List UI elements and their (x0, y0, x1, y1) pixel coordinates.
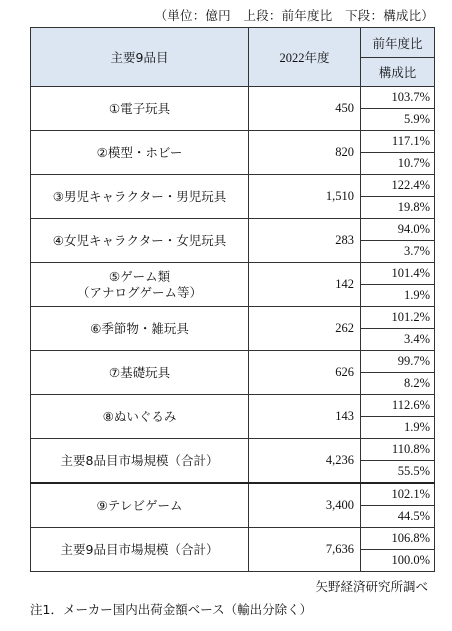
item-name: ③男児キャラクター・男児玩具 (31, 175, 249, 219)
item-value: 283 (249, 219, 361, 263)
table-row (31, 483, 435, 506)
item-value: 626 (249, 351, 361, 395)
item-share: 10.7% (361, 153, 435, 175)
table-row (31, 219, 435, 241)
item-yoy: 106.8% (361, 528, 435, 550)
item-value: 262 (249, 307, 361, 351)
table-row-subtotal (31, 439, 435, 461)
item-yoy: 94.0% (361, 219, 435, 241)
item-share: 55.5% (361, 461, 435, 484)
item-share: 44.5% (361, 506, 435, 528)
header-item: 主要9品目 (31, 28, 249, 87)
item-value: 820 (249, 131, 361, 175)
item-yoy: 101.2% (361, 307, 435, 329)
table-row (31, 307, 435, 329)
item-share: 100.0% (361, 550, 435, 572)
item-name: ②模型・ホビー (31, 131, 249, 175)
market-size-table (30, 27, 435, 572)
item-yoy: 112.6% (361, 395, 435, 417)
header-share: 構成比 (361, 58, 435, 87)
item-name-line2: （アナログゲーム等） (76, 284, 202, 300)
unit-note: （単位：億円 上段：前年度比 下段：構成比） (154, 8, 434, 23)
header-row (31, 28, 435, 58)
item-value: 1,510 (249, 175, 361, 219)
item-value: 3,400 (249, 483, 361, 528)
item-value: 4,236 (249, 439, 361, 484)
item-share: 1.9% (361, 285, 435, 307)
item-share: 5.9% (361, 109, 435, 131)
table-row (31, 87, 435, 109)
item-name: ①電子玩具 (31, 87, 249, 131)
item-name: ⑧ぬいぐるみ (31, 395, 249, 439)
item-value: 450 (249, 87, 361, 131)
item-name: ⑨テレビゲーム (31, 483, 249, 528)
item-yoy: 102.1% (361, 483, 435, 506)
table-row (31, 263, 435, 285)
item-yoy: 110.8% (361, 439, 435, 461)
table-row-total (31, 528, 435, 550)
item-value: 143 (249, 395, 361, 439)
item-yoy: 99.7% (361, 351, 435, 373)
item-value: 142 (249, 263, 361, 307)
header-yoy: 前年度比 (361, 28, 435, 58)
item-name: 主要8品目市場規模（合計） (31, 439, 249, 484)
item-name: 主要9品目市場規模（合計） (31, 528, 249, 572)
item-value: 7,636 (249, 528, 361, 572)
item-share: 1.9% (361, 417, 435, 439)
item-yoy: 117.1% (361, 131, 435, 153)
item-share: 3.7% (361, 241, 435, 263)
table-row (31, 175, 435, 197)
item-yoy: 122.4% (361, 175, 435, 197)
item-name: ⑥季節物・雑玩具 (31, 307, 249, 351)
table-row (31, 131, 435, 153)
item-share: 8.2% (361, 373, 435, 395)
item-yoy: 103.7% (361, 87, 435, 109)
header-year: 2022年度 (249, 28, 361, 87)
item-name (31, 263, 249, 307)
footnote: 注1．メーカー国内出荷金額ベース（輸出分除く） (30, 602, 313, 617)
item-name-line1: ⑤ゲーム類 (108, 268, 171, 284)
item-name: ④女児キャラクター・女児玩具 (31, 219, 249, 263)
table-row (31, 395, 435, 417)
table-row (31, 351, 435, 373)
item-share: 3.4% (361, 329, 435, 351)
item-yoy: 101.4% (361, 263, 435, 285)
source-note: 矢野経済研究所調べ (315, 579, 428, 594)
item-name: ⑦基礎玩具 (31, 351, 249, 395)
item-share: 19.8% (361, 197, 435, 219)
